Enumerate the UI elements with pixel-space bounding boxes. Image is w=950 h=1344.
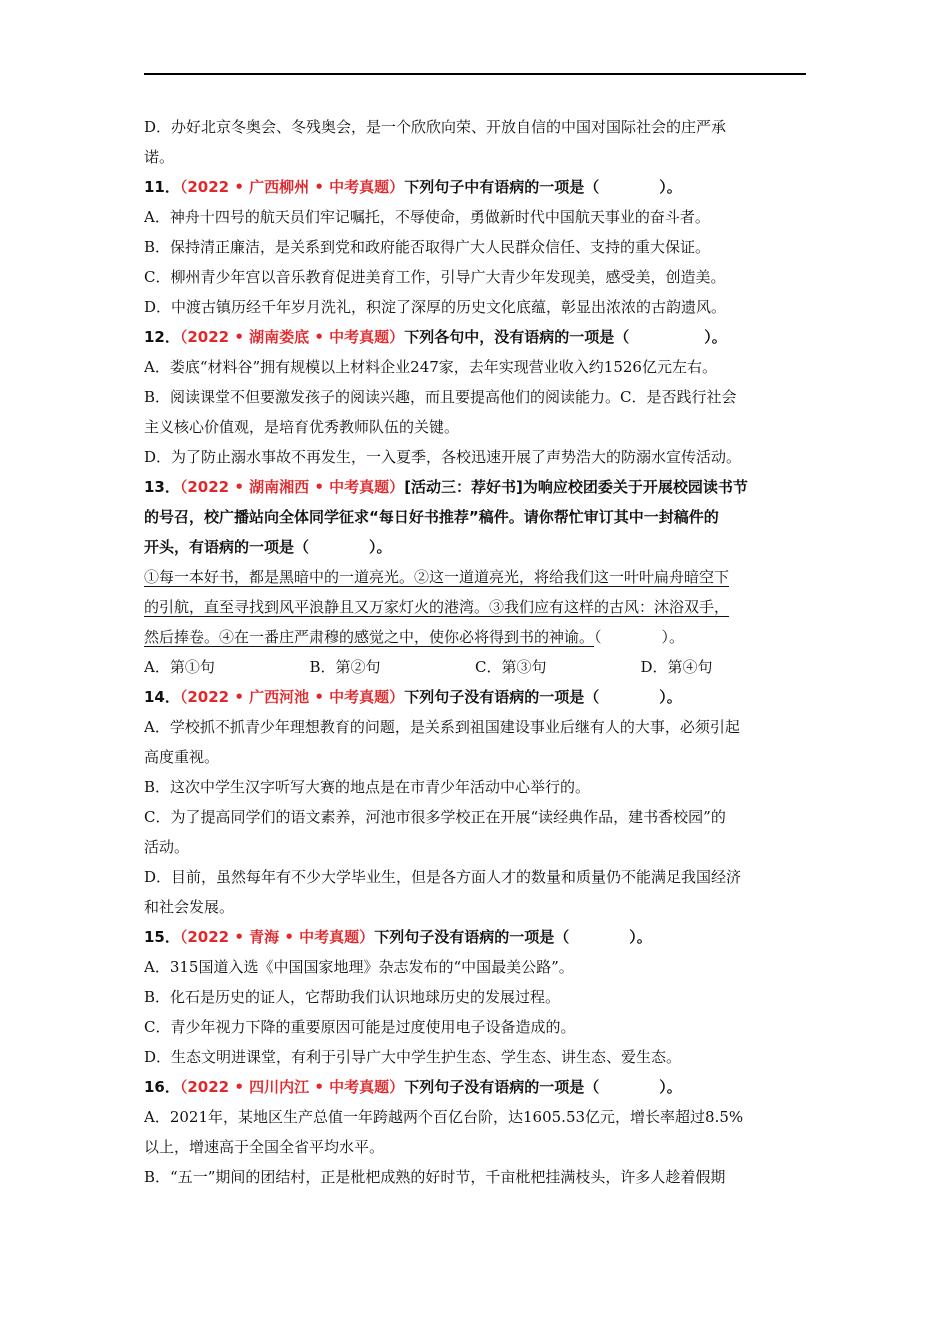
q14-option-d-line2: 和社会发展。	[144, 898, 235, 916]
header-rule	[144, 73, 806, 75]
q14-option-a-line2: 高度重视。	[144, 748, 220, 766]
question-source: （2022 • 广西柳州 • 中考真题）	[179, 178, 405, 196]
q13-passage-text: 然后捧卷。④在一番庄严肃穆的感觉之中，使你必将得到书的神谕。	[144, 628, 595, 646]
q13-passage-tail: （ ）。	[594, 628, 685, 646]
question-source: （2022 • 广西河池 • 中考真题）	[179, 688, 405, 706]
question-stem: 下列句子中有语病的一项是（ ）。	[404, 178, 682, 196]
prev-option-d-line2: 诺。	[144, 148, 175, 166]
question-stem: 下列句子没有语病的一项是（ ）。	[404, 1078, 682, 1096]
q11-option-c: C．柳州青少年宫以音乐教育促进美育工作，引导广大青少年发现美，感受美，创造美。	[144, 268, 726, 286]
q11-option-a: A．神舟十四号的航天员们牢记嘱托，不辱使命，勇做新时代中国航天事业的奋斗者。	[144, 208, 710, 226]
q15-option-b: B．化石是历史的证人，它帮助我们认识地球历史的发展过程。	[144, 988, 561, 1006]
q14-option-b: B．这次中学生汉字听写大赛的地点是在市青少年活动中心举行的。	[144, 778, 591, 796]
question-number: 11．	[144, 178, 180, 196]
question-stem: 下列句子没有语病的一项是（ ）。	[374, 928, 652, 946]
q13-choice-d: D．第④句	[640, 658, 713, 676]
q13-passage-line2: 的引航，直至寻找到风平浪静且又万家灯火的港湾。③我们应有这样的古风：沐浴双手，	[144, 598, 730, 616]
q13-passage-line3	[144, 622, 806, 652]
q13-choices	[144, 652, 806, 682]
q13-stem-line3: 开头，有语病的一项是（ ）。	[144, 538, 392, 556]
q12-option-bc-line1: B．阅读课堂不但要激发孩子的阅读兴趣，而且要提高他们的阅读能力。C．是否践行社会	[144, 388, 737, 406]
prev-option-d-line1: D．办好北京冬奥会、冬残奥会，是一个欣欣向荣、开放自信的中国对国际社会的庄严承	[144, 118, 727, 136]
question-11-header	[144, 172, 806, 202]
question-12-header	[144, 322, 806, 352]
q13-stem-line2: 的号召，校广播站向全体同学征求“每日好书推荐”稿件。请你帮忙审订其中一封稿件的	[144, 508, 719, 526]
question-14-header	[144, 682, 806, 712]
question-stem: [活动三：荐好书]为响应校团委关于开展校园读书节	[404, 478, 748, 496]
question-source: （2022 • 青海 • 中考真题）	[179, 928, 375, 946]
q14-option-c-line1: C．为了提高同学们的语文素养，河池市很多学校正在开展“读经典作品，建书香校园”的	[144, 808, 726, 826]
q14-option-c-line2: 活动。	[144, 838, 190, 856]
q12-option-d: D．为了防止溺水事故不再发生，一入夏季，各校迅速开展了声势浩大的防溺水宣传活动。	[144, 448, 742, 466]
q14-option-d-line1: D．目前，虽然每年有不少大学毕业生，但是各方面人才的数量和质量仍不能满足我国经济	[144, 868, 742, 886]
q13-choice-a: A．第①句	[144, 658, 215, 676]
question-source: （2022 • 四川内江 • 中考真题）	[179, 1078, 405, 1096]
q16-option-a-line1: A．2021年，某地区生产总值一年跨越两个百亿台阶，达1605.53亿元，增长率超过8.5%	[144, 1108, 744, 1126]
q12-option-a: A．娄底“材料谷”拥有规模以上材料企业247家，去年实现营业收入约1526亿元左右。	[144, 358, 717, 376]
q16-option-b-line1: B．“五一”期间的团结村，正是枇杷成熟的好时节，千亩枇杷挂满枝头，许多人趁着假期	[144, 1168, 726, 1186]
question-15-header	[144, 922, 806, 952]
q11-option-d: D．中渡古镇历经千年岁月洗礼，积淀了深厚的历史文化底蕴，彰显出浓浓的古韵遗风。	[144, 298, 727, 316]
q15-option-a: A．315国道入选《中国国家地理》杂志发布的“中国最美公路”。	[144, 958, 574, 976]
question-number: 13．	[144, 478, 180, 496]
q15-option-d: D．生态文明进课堂，有利于引导广大中学生护生态、学生态、讲生态、爱生态。	[144, 1048, 682, 1066]
question-stem: 下列各句中，没有语病的一项是（ ）。	[404, 328, 727, 346]
q13-passage-line1: ①每一本好书，都是黑暗中的一道亮光。②这一道道亮光，将给我们这一叶叶扁舟暗空下	[144, 568, 730, 586]
q15-option-c: C．青少年视力下降的重要原因可能是过度使用电子设备造成的。	[144, 1018, 576, 1036]
question-stem: 下列句子没有语病的一项是（ ）。	[404, 688, 682, 706]
q12-option-bc-line2: 主义核心价值观，是培育优秀教师队伍的关键。	[144, 418, 460, 436]
question-source: （2022 • 湖南湘西 • 中考真题）	[179, 478, 405, 496]
q11-option-b: B．保持清正廉洁，是关系到党和政府能否取得广大人民群众信任、支持的重大保证。	[144, 238, 711, 256]
question-number: 14．	[144, 688, 180, 706]
q16-option-a-line2: 以上，增速高于全国全省平均水平。	[144, 1138, 385, 1156]
q13-choice-b: B．第②句	[309, 658, 381, 676]
q13-choice-c: C．第③句	[475, 658, 547, 676]
question-number: 12．	[144, 328, 180, 346]
question-16-header	[144, 1072, 806, 1102]
question-source: （2022 • 湖南娄底 • 中考真题）	[179, 328, 405, 346]
content	[144, 112, 806, 1192]
q14-option-a-line1: A．学校抓不抓青少年理想教育的问题，是关系到祖国建设事业后继有人的大事，必须引起	[144, 718, 740, 736]
question-number: 16．	[144, 1078, 180, 1096]
question-13-header	[144, 472, 806, 502]
question-number: 15．	[144, 928, 180, 946]
